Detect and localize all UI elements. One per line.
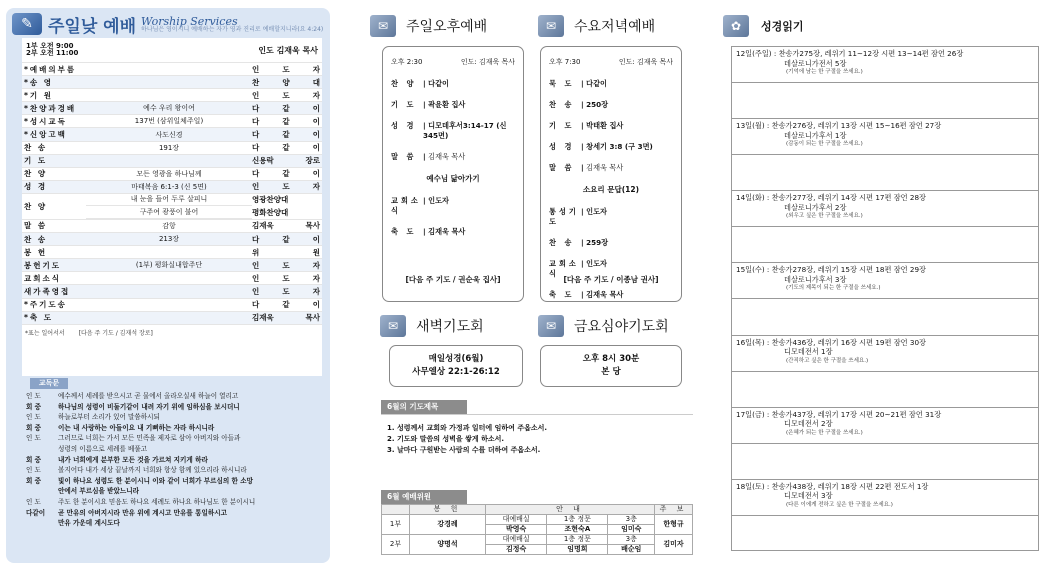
afternoon-header: ✉ 주일오후예배 bbox=[370, 12, 487, 40]
order-row: 찬 양 모든 영광을 하나님께 다 같 이 bbox=[22, 167, 322, 180]
wednesday-header: ✉ 수요저녁예배 bbox=[538, 12, 655, 40]
service-line: 기 도 | 박태환 집사 bbox=[549, 121, 624, 130]
reading-box bbox=[731, 46, 1039, 551]
order-row-anthem: 찬 양 내 눈을 들어 두루 살피니 구주여 광풍이 불어 영광찬양대 평화찬양대 bbox=[22, 193, 322, 219]
elders-header: 6월 예배위원 bbox=[381, 490, 467, 504]
wednesday-service-box bbox=[540, 46, 682, 302]
bible-icon: ✉ bbox=[538, 15, 564, 37]
bible-icon: ✉ bbox=[370, 15, 396, 37]
next-prayer: [다음 주 기도 / 권순욱 집사] bbox=[405, 275, 501, 284]
service-line: 축 도 | 김재욱 목사 bbox=[391, 227, 466, 236]
reading-day: 18일(토) : 찬송가438장, 레위기 18장 시편 22편 전도서 1장 디모데전서 3장 (다른 이에게 전하고 싶은 한 구절을 쓰세요.) bbox=[732, 480, 1038, 552]
afternoon-service-box bbox=[382, 46, 524, 302]
service-line: 찬 양 | 다같이 bbox=[391, 79, 449, 88]
order-row: *신앙고백 사도신경 다 같 이 bbox=[22, 127, 322, 140]
service-time-2: 2부 오전 11:00 bbox=[26, 49, 79, 57]
prayer-item: 2. 기도와 말씀의 성벽을 쌓게 하소서. bbox=[387, 435, 505, 443]
order-row: *축 도 김재욱 목사 bbox=[22, 311, 322, 324]
table-row: 1부 강경례 대예배실 1층 정문 3층 한형규 bbox=[382, 515, 693, 525]
responsive-line: 만유 가운데 계시도다 bbox=[58, 519, 120, 528]
conductor-icon: ✎ bbox=[12, 13, 42, 35]
friday-header: ✉ 금요심야기도회 bbox=[538, 312, 669, 340]
prayer-header: 6월의 기도제목 bbox=[381, 400, 467, 414]
order-row: 봉 헌 위 원 bbox=[22, 245, 322, 258]
order-row: *송 영 찬 양 대 bbox=[22, 75, 322, 88]
responsive-line: 인 도 예수께서 세례를 받으시고 곧 물에서 올라오실새 하늘이 열리고 bbox=[26, 392, 239, 400]
service-line: 묵 도 | 다같이 bbox=[549, 79, 607, 88]
service-presider: 인도: 김재욱 목사 bbox=[618, 58, 673, 66]
service-line: 축 도 | 김재욱 목사 bbox=[549, 290, 624, 299]
order-of-service bbox=[22, 38, 322, 376]
prayer-box bbox=[381, 414, 693, 476]
reading-day: 14일(화) : 찬송가277장, 레위기 14장 시편 17편 잠언 28장 데살로니가후서 2장 (외우고 싶은 한 구절을 쓰세요.) bbox=[732, 191, 1038, 263]
responsive-reading bbox=[26, 391, 322, 529]
service-line: 통성기도 | 인도자 bbox=[549, 207, 607, 226]
responsive-line: 인 도 그러므로 너희는 가서 모든 민족을 제자로 삼아 아버지와 아들과 bbox=[26, 434, 241, 443]
reading-day: 13일(월) : 찬송가276장, 레위기 13장 시편 15~16편 잠언 27장 데살로니가후서 1장 (감동이 되는 한 구절을 쓰세요.) bbox=[732, 119, 1038, 191]
reading-day: 12일(주일) : 찬송가275장, 레위기 11~12장 시편 13~14편 잠언 26장 데살로니가전서 5장 (기억에 남는 한 구절을 쓰세요.) bbox=[732, 47, 1038, 119]
responsive-line: 인 도 볼지어다 내가 세상 끝날까지 너희와 항상 함께 있으리라 하시니라 bbox=[26, 466, 247, 475]
responsive-line: 회 중 내가 너희에게 분부한 모든 것을 가르쳐 지키게 하라 bbox=[26, 455, 208, 464]
order-row: 말 씀 감항 김재욱 목사 bbox=[22, 219, 322, 232]
order-row: 봉헌기도 (1부) 평화실내합주단 인 도 자 bbox=[22, 258, 322, 271]
service-line: 말 씀 | 김재욱 목사 bbox=[391, 152, 466, 161]
service-time: 오후 2:30 bbox=[391, 58, 423, 66]
service-line: 성 경 | 창세기 3:8 (구 3면) bbox=[549, 142, 653, 151]
responsive-line: 안에서 부르심을 받았느니라 bbox=[58, 487, 140, 496]
order-row: *기 원 인 도 자 bbox=[22, 88, 322, 101]
order-row: *찬양과경배 예수 우리 왕이여 다 같 이 bbox=[22, 101, 322, 114]
responsive-line: 다같이 곧 만유의 아버지시라 만유 위에 계시고 만유를 통일하시고 bbox=[26, 508, 227, 517]
dawn-box: 매일성경(6월) 사무엘상 22:1-26:12 bbox=[389, 345, 523, 387]
responsive-line: 회 중 빛이 하나요 성령도 한 분이시니 이와 같이 너희가 부르심의 한 소망 bbox=[26, 476, 253, 485]
order-row: 교회소식 인 도 자 bbox=[22, 271, 322, 284]
bible-icon: ✉ bbox=[538, 315, 564, 337]
prayer-item: 3. 날마다 구원받는 사람의 수를 더하여 주옵소서. bbox=[387, 446, 541, 454]
responsive-line: 성령의 이름으로 세례를 베풀고 bbox=[58, 444, 148, 453]
worship-subtitle: 하나님은 영이시니 예배하는 자가 영과 진리로 예배할지니라(요 4:24) bbox=[141, 25, 324, 33]
service-line: 기 도 | 곽윤환 집사 bbox=[391, 100, 466, 109]
responsive-line: 인 도 주도 한 분이시요 믿음도 하나요 세례도 하나요 하나님도 한 분이시니 bbox=[26, 497, 256, 506]
responsive-line: 회 중 하나님의 성령이 비둘기같이 내려 자기 위에 임하심을 보시더니 bbox=[26, 402, 240, 411]
table-row: 2부 양명석 대예배실 1층 정문 3층 김미자 bbox=[382, 535, 693, 545]
reading-day: 17일(금) : 찬송가437장, 레위기 17장 시편 20~21편 잠언 31장 디모데전서 2장 (은혜가 되는 한 구절을 쓰세요.) bbox=[732, 408, 1038, 480]
service-line: 말 씀 | 김재욱 목사 bbox=[549, 163, 624, 172]
service-line: 교회소식 | 인도자 bbox=[391, 196, 449, 215]
order-row: *성시교독 137번 (삼위일체주일) 다 같 이 bbox=[22, 114, 322, 127]
lotus-icon: ✿ bbox=[723, 15, 749, 37]
responsive-line: 회 중 이는 내 사랑하는 아들이요 내 기뻐하는 자라 하시니라 bbox=[26, 423, 215, 432]
service-time-1: 1부 오전 9:00 bbox=[26, 41, 74, 50]
order-row: 기 도 신용락 장로 bbox=[22, 154, 322, 167]
dawn-header: ✉ 새벽기도회 bbox=[380, 312, 484, 340]
worship-header bbox=[6, 8, 330, 40]
elders-table: 봉 헌 안 내 주 보 1부 강경례 대예배실 1층 정문 3층 한형규 박영숙 조현숙A 임미숙 2부 양명석 대예배실 1층 정문 3층 김미자 김정숙 임명희 배순임 bbox=[381, 504, 693, 555]
reading-day: 16일(목) : 찬송가436장, 레위기 16장 시편 19편 잠언 30장 디모데전서 1장 (간직하고 싶은 한 구절을 쓰세요.) bbox=[732, 336, 1038, 408]
service-line: 찬 송 | 259장 bbox=[549, 238, 609, 247]
service-presider: 인도: 김재욱 목사 bbox=[460, 58, 515, 66]
next-prayer: [다음 주 기도 / 이종남 권사] bbox=[563, 275, 659, 284]
worship-presider: 인도 김재욱 목사 bbox=[258, 45, 318, 55]
bible-icon: ✉ bbox=[380, 315, 406, 337]
order-note: *표는 일어서서 [다음 주 기도 / 김재석 장로] bbox=[22, 324, 322, 340]
service-line: 교회소식 | 인도자 bbox=[549, 259, 607, 278]
sermon-title: 예수님 닮아가기 bbox=[426, 174, 480, 183]
order-row: *예배의부름 인 도 자 bbox=[22, 62, 322, 75]
worship-title: 주일낮 예배 bbox=[48, 16, 137, 37]
service-line: 찬 송 | 250장 bbox=[549, 100, 609, 109]
order-row: 찬 송 213장 다 같 이 bbox=[22, 232, 322, 245]
service-time: 오후 7:30 bbox=[549, 58, 581, 66]
order-row: 새가족영접 인 도 자 bbox=[22, 284, 322, 297]
service-line: 성 경 | 디모데후서3:14-17 (신 345면) bbox=[391, 121, 507, 140]
prayer-item: 1. 성령께서 교회와 가정과 일터에 임하여 주옵소서. bbox=[387, 424, 548, 432]
friday-box: 오후 8시 30분 본 당 bbox=[540, 345, 682, 387]
order-row: *주기도송 다 같 이 bbox=[22, 298, 322, 311]
sermon-title: 소요리 문답(12) bbox=[582, 185, 640, 194]
worship-title-en: Worship Services bbox=[141, 14, 238, 28]
reading-header: ✿ 성경읽기 bbox=[723, 12, 804, 40]
responsive-line: 인 도 하늘로부터 소리가 있어 말씀하시되 bbox=[26, 413, 160, 422]
order-row: 성 경 마태복음 6:1-3 (신 5면) 인 도 자 bbox=[22, 180, 322, 193]
responsive-reading-badge: 교독문 bbox=[30, 378, 68, 389]
reading-day: 15일(수) : 찬송가278장, 레위기 15장 시편 18편 잠언 29장 데살로니가후서 3장 (기도의 제목이 되는 한 구절을 쓰세요.) bbox=[732, 263, 1038, 335]
order-row: 찬 송 191장 다 같 이 bbox=[22, 141, 322, 154]
